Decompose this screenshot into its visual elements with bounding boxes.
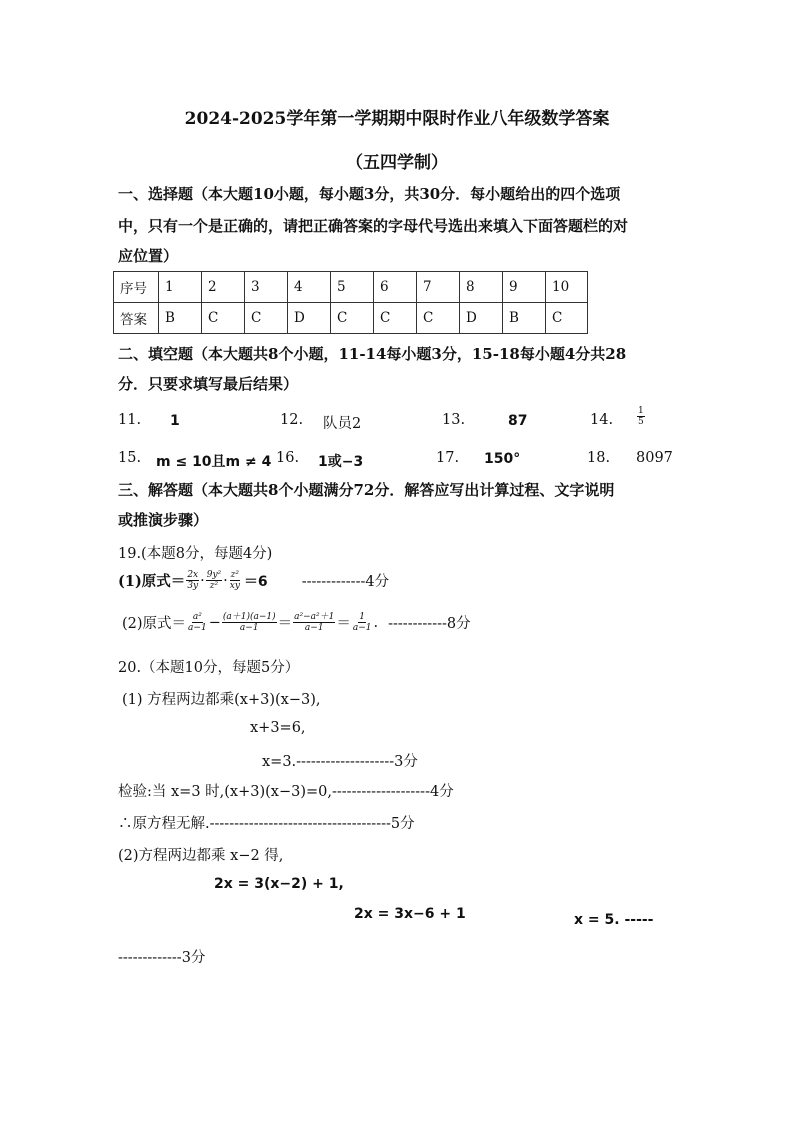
numerator: (a＋1)(a−1) — [222, 612, 276, 622]
denominator: a−1 — [352, 623, 372, 633]
table-row-header: 序号 — [114, 272, 159, 303]
table-cell: 7 — [417, 272, 460, 303]
q12-number: 12. — [280, 412, 304, 428]
table-cell: B — [503, 303, 546, 334]
table-row-answers — [114, 303, 588, 334]
table-cell: C — [245, 303, 288, 334]
denominator: z² — [209, 581, 219, 591]
q15-number: 15. — [118, 450, 142, 466]
table-cell: 10 — [546, 272, 588, 303]
q20-line2: x+3=6, — [250, 720, 306, 736]
q13-number: 13. — [442, 412, 466, 428]
table-cell: C — [546, 303, 588, 334]
table-cell: 5 — [331, 272, 374, 303]
q20-header: 20.（本题10分，每题5分） — [118, 660, 300, 676]
q15-answer: m ≤ 10且m ≠ 4 — [156, 454, 272, 470]
table-row-header: 答案 — [114, 303, 159, 334]
fraction — [206, 570, 222, 591]
section1-line2: 中，只有一个是正确的，请把正确答案的字母代号选出来填入下面答题栏的对 — [118, 217, 629, 235]
q20-line1: (1) 方程两边都乘(x+3)(x−3), — [122, 692, 321, 708]
q18-number: 18. — [587, 450, 611, 466]
section1-line3: 应位置） — [118, 247, 179, 265]
numerator: 9y² — [206, 570, 222, 580]
q14-number: 14. — [590, 412, 614, 428]
q14-denominator: 5 — [638, 417, 644, 427]
denominator: a−1 — [188, 623, 207, 633]
denominator: xy — [229, 581, 240, 591]
table-cell: B — [159, 303, 202, 334]
table-cell: C — [202, 303, 245, 334]
section2-line1: 二、填空题（本大题共8个小题，11-14每小题3分，15-18每小题4分共28 — [118, 345, 627, 363]
q19-p2-label: (2)原式＝ — [122, 616, 187, 632]
q20-line4: 检验:当 x=3 时,(x+3)(x−3)=0,--------------------4分 — [118, 784, 454, 800]
fraction — [352, 612, 373, 633]
numerator: a²−a²＋1 — [294, 612, 335, 622]
fraction — [187, 612, 208, 633]
table-cell: 1 — [159, 272, 202, 303]
q14-numerator: 1 — [638, 406, 644, 416]
q12-answer: 队员2 — [323, 416, 362, 432]
q20-line3: x=3.--------------------3分 — [262, 754, 418, 770]
section3-line2: 或推演步骤） — [118, 511, 209, 529]
q13-answer: 87 — [508, 413, 528, 429]
q14-fraction — [637, 406, 645, 427]
numerator: 1 — [359, 612, 366, 622]
q14-answer — [636, 406, 646, 427]
q19-p1-label: (1)原式＝ — [118, 573, 186, 590]
table-cell: C — [331, 303, 374, 334]
denominator: a−1 — [239, 623, 259, 633]
q17-answer: 150° — [484, 451, 521, 467]
q20-line9: x = 5. ----- — [574, 912, 654, 928]
table-cell: C — [417, 303, 460, 334]
table-cell: 4 — [288, 272, 331, 303]
q20-line5: ∴原方程无解.-------------------------------------5分 — [118, 816, 415, 832]
q19-p1-result: ＝6 — [243, 573, 268, 590]
numerator: 2x — [187, 570, 199, 580]
q19-p2-score: ------------8分 — [388, 616, 471, 632]
q20-line7: 2x = 3(x−2) + 1, — [214, 876, 344, 892]
q18-answer: 8097 — [636, 450, 673, 466]
section3-line1: 三、解答题（本大题共8个小题满分72分．解答应写出计算过程、文字说明 — [118, 481, 615, 499]
q19-header: 19.(本题8分，每题4分) — [118, 546, 273, 562]
section2-line2: 分．只要求填写最后结果） — [118, 375, 299, 393]
q20-line8: 2x = 3x−6 + 1 — [354, 906, 466, 922]
numerator: a² — [192, 612, 202, 622]
q20-line6: (2)方程两边都乘 x−2 得, — [118, 848, 284, 864]
q20-line10: -------------3分 — [118, 950, 206, 966]
q17-number: 17. — [436, 450, 460, 466]
answer-table — [113, 271, 588, 334]
table-cell: 6 — [374, 272, 417, 303]
fraction — [186, 570, 199, 591]
page-subtitle: （五四学制） — [346, 153, 448, 173]
section1-line1: 一、选择题（本大题10小题，每小题3分，共30分．每小题给出的四个选项 — [118, 185, 621, 203]
q16-answer: 1或−3 — [318, 454, 364, 470]
q11-answer: 1 — [170, 413, 180, 429]
page-title: 2024-2025学年第一学期期中限时作业八年级数学答案 — [184, 109, 610, 129]
table-cell: C — [374, 303, 417, 334]
fraction — [222, 612, 277, 633]
table-cell: 8 — [460, 272, 503, 303]
table-cell: D — [460, 303, 503, 334]
denominator: a−1 — [304, 623, 324, 633]
numerator: z² — [230, 570, 240, 580]
q19-p1-score: -------------4分 — [301, 574, 390, 590]
fraction — [229, 570, 241, 591]
table-cell: 2 — [202, 272, 245, 303]
q11-number: 11. — [118, 412, 142, 428]
q19-part1: (1)原式＝ $\frac{2x}{3y}$ · $\frac{\text{9y²}}{\text{z²}}$ · $\frac{\text{z²}}{xy}$ ＝6 -------------4分 — [118, 570, 390, 591]
table-row-numbers — [114, 272, 588, 303]
fraction — [293, 612, 335, 633]
denominator: 3y — [187, 581, 199, 591]
table-cell: 3 — [245, 272, 288, 303]
table-cell: D — [288, 303, 331, 334]
table-cell: 9 — [503, 272, 546, 303]
q16-number: 16. — [276, 450, 300, 466]
q19-part2: (2)原式＝ $\frac{\text{a²}}{a-1}$ − $\frac{(a+1)(a-1)}{a-1}$ ＝ $\frac{\text{a²−a²＋1}}{a-1}$ ＝ $\frac{1}{a-1}$ . ------------8分 — [122, 612, 471, 633]
